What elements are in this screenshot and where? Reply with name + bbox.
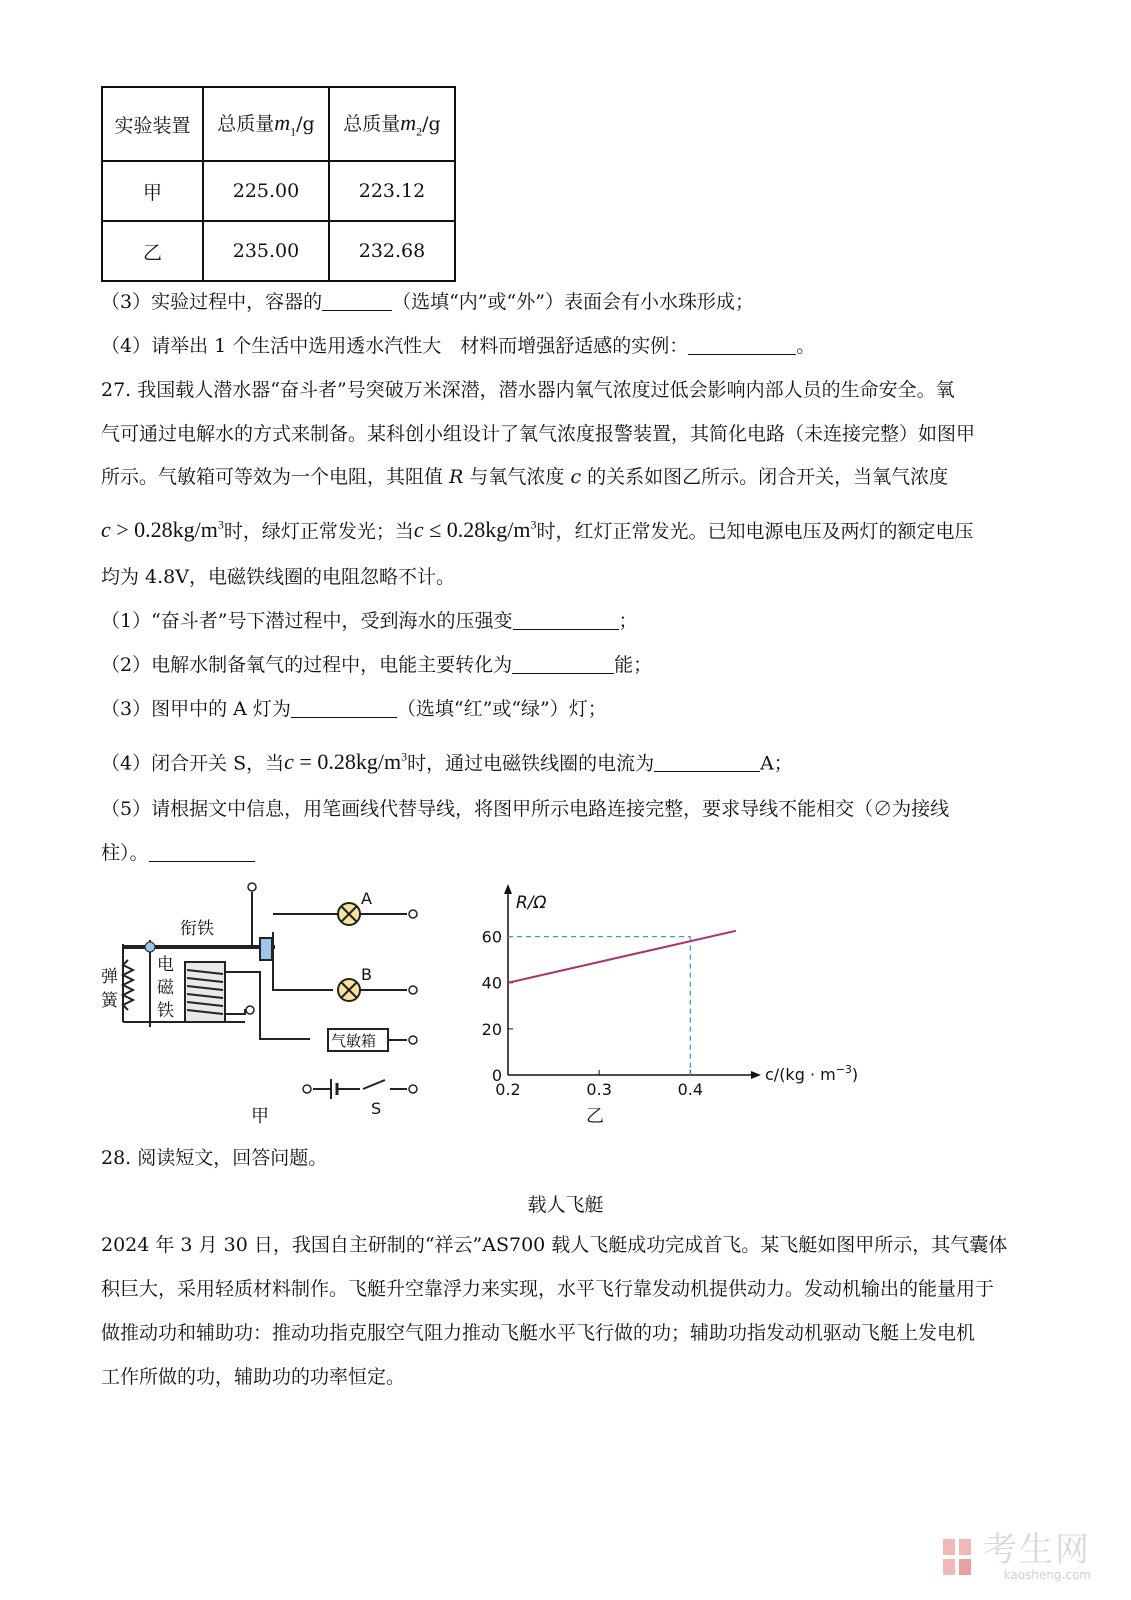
kaosheng-logo-icon (941, 1537, 975, 1577)
x-axis-arrow-icon (751, 1071, 761, 1079)
mass-table (101, 86, 456, 282)
answer-blank[interactable] (322, 292, 392, 311)
cell-m1: 225.00 (203, 161, 329, 221)
y-tick-label: 40 (481, 973, 502, 993)
terminal-icon[interactable] (246, 1006, 254, 1014)
q27-sub5: （5）请根据文中信息，用笔画线代替导线，将图甲所示电路连接完整，要求导线不能相交（∅为接线 (101, 798, 950, 820)
answer-blank[interactable] (149, 843, 255, 862)
armature-label: 衔铁 (180, 919, 214, 939)
y-axis-arrow-icon (504, 884, 512, 894)
terminal-icon[interactable] (409, 1085, 417, 1093)
answer-blank[interactable] (688, 336, 796, 355)
x-tick-label: 0.2 (495, 1080, 521, 1099)
answer-blank[interactable] (513, 611, 619, 630)
terminal-icon[interactable] (409, 986, 417, 994)
q27-line3: 所示。气敏箱可等效为一个电阻，其阻值 R 与氧气浓度 c 的关系如图乙所示。闭合开关，当氧气浓度 (101, 466, 949, 488)
x-axis-label: $c/(kg \cdot m^{-3})$ (765, 1063, 859, 1084)
chart-caption: 乙 (586, 1106, 604, 1127)
cell-m1: 235.00 (203, 221, 329, 281)
lamp-b-label: B (361, 965, 372, 984)
q28-para-line: 做推动功和辅助功：推动功指克服空气阻力推动飞艇水平飞行做的功；辅助功指发动机驱动飞艇上发电机 (101, 1322, 976, 1344)
gas-box-label: 气敏箱 (331, 1032, 377, 1050)
cell-m2: 232.68 (329, 221, 455, 281)
header-m1: 总质量$m_1/g$ (203, 87, 329, 161)
q28-para-line: 积巨大，采用轻质材料制作。飞艇升空靠浮力来实现，水平飞行靠发动机提供动力。发动机输出的能量用于 (101, 1278, 995, 1300)
q27-line2: 气可通过电解水的方式来制备。某科创小组设计了氧气浓度报警装置，其简化电路（未连接完整）如图甲 (101, 423, 976, 445)
spring-label: 弹 (101, 967, 118, 987)
answer-blank[interactable] (291, 699, 397, 718)
watermark-brand: 考生网 (983, 1530, 1091, 1570)
q27-sub3: （3）图甲中的 A 灯为 （选填“红”或“绿”）灯； (101, 698, 607, 720)
circuit-diagram (95, 872, 435, 1132)
y-tick-label: 0 (491, 1066, 502, 1085)
header-device: 实验装置 (102, 87, 203, 161)
q27-line5: 均为 4.8V，电磁铁线圈的电阻忽略不计。 (101, 566, 455, 588)
x-tick-label: 0.3 (586, 1080, 612, 1099)
q28-para-line: 2024 年 3 月 30 日，我国自主研制的“祥云”AS700 载人飞艇成功完成首飞。某飞艇如图甲所示，其气囊体 (101, 1234, 1008, 1256)
q28-para-line: 工作所做的功，辅助功的功率恒定。 (101, 1366, 406, 1388)
resistance-chart (470, 882, 870, 1132)
table-row (102, 161, 455, 221)
q26-part4: （4）请举出 1 个生活中选用透水汽性大 材料而增强舒适感的实例： 。 (101, 335, 816, 357)
series-line-R (508, 931, 736, 983)
q27-sub1: （1）“奋斗者”号下潜过程中，受到海水的压强变 ； (101, 610, 638, 632)
q28-heading: 28. 阅读短文，回答问题。 (101, 1147, 328, 1169)
x-tick-label: 0.4 (677, 1080, 704, 1099)
q27-sub4: （4）闭合开关 S，当$c = 0.28kg/m^3$时，通过电磁铁线圈的电流为 A； (101, 749, 793, 775)
watermark-domain: kaosheng.com (1003, 1568, 1091, 1582)
table-row (102, 221, 455, 281)
header-m2: 总质量$m_2/g$ (329, 87, 455, 161)
cell-device: 甲 (102, 161, 203, 221)
q27-line4: $c > 0.28kg/m^3$时，绿灯正常发光；当$c \le 0.28kg/m^3$时，红灯正常发光。已知电源电压及两灯的额定电压 (101, 517, 974, 543)
lamp-a-label: A (361, 889, 372, 908)
cell-m2: 223.12 (329, 161, 455, 221)
magnet-label: 电 (157, 955, 174, 975)
answer-blank[interactable] (654, 753, 760, 772)
q27-line1: 27. 我国载人潜水器“奋斗者”号突破万米深潜，潜水器内氧气浓度过低会影响内部人员的生命安全。氧 (101, 379, 955, 401)
watermark (941, 1532, 1091, 1582)
svg-text:簧: 簧 (101, 991, 118, 1011)
terminal-icon[interactable] (409, 1036, 417, 1044)
q27-sub2: （2）电解水制备氧气的过程中，电能主要转化为 能； (101, 654, 653, 676)
y-tick-label: 60 (481, 927, 502, 947)
answer-blank[interactable] (512, 655, 614, 674)
q27-sub5-cont: 柱）。 (101, 841, 255, 865)
svg-text:铁: 铁 (157, 1001, 174, 1021)
figure-caption: 甲 (251, 1106, 269, 1127)
y-tick-label: 20 (481, 1019, 502, 1039)
y-axis-label: R/Ω (516, 893, 547, 913)
svg-text:磁: 磁 (157, 978, 174, 998)
terminal-icon[interactable] (409, 910, 417, 918)
terminal-icon[interactable] (303, 1085, 311, 1093)
cell-device: 乙 (102, 221, 203, 281)
q26-part3: （3）实验过程中，容器的 （选填“内”或“外”）表面会有小水珠形成； (101, 291, 754, 313)
article-title: 载人飞艇 (527, 1194, 604, 1216)
switch-label: S (371, 1099, 382, 1118)
terminal-icon[interactable] (248, 883, 256, 891)
